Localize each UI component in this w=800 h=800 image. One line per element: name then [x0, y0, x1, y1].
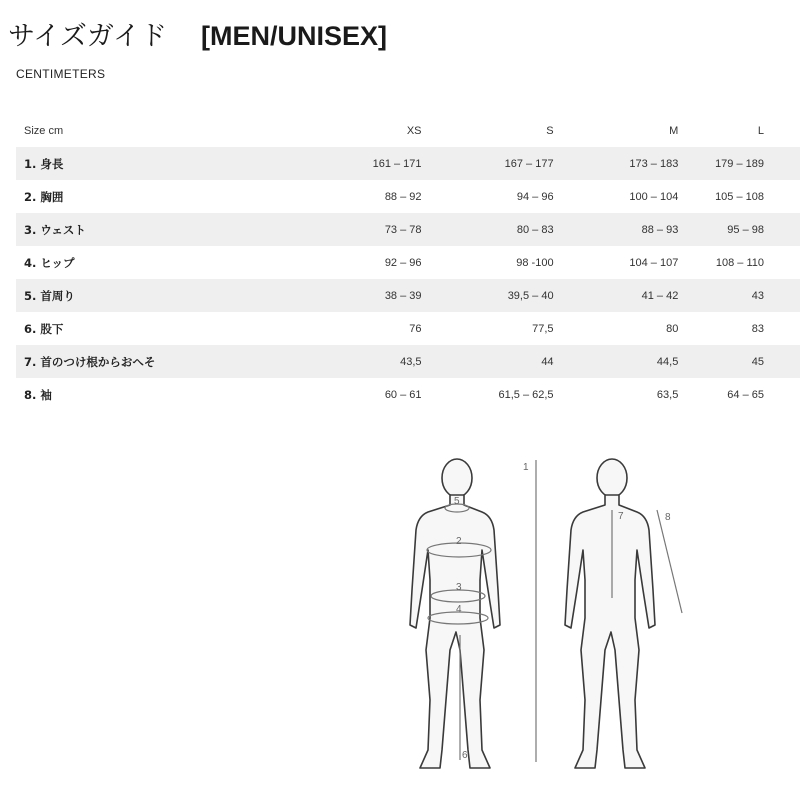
cell-s: 94 – 96	[516, 190, 554, 203]
measure-label-8: 8	[665, 512, 671, 523]
cell-xs: 76	[409, 322, 422, 335]
page-subtitle: [MEN/UNISEX]	[201, 21, 388, 51]
row-label: 4. ヒップ	[24, 255, 75, 270]
cell-s: 61,5 – 62,5	[498, 388, 554, 401]
measure-label-5: 5	[454, 496, 460, 507]
header-s: S	[546, 124, 554, 137]
cell-xs: 38 – 39	[286, 279, 421, 312]
cell-m: 63,5	[656, 388, 679, 401]
row-label: 6. 股下	[24, 321, 64, 336]
table-row	[16, 312, 800, 345]
measure-label-4: 4	[456, 604, 462, 615]
header-size: Size cm	[24, 124, 64, 137]
measure-label-6: 6	[462, 750, 468, 761]
cell-xs: 161 – 171	[286, 147, 421, 180]
row-label: 8. 袖	[24, 387, 52, 402]
cell-m: 173 – 183	[554, 147, 679, 180]
cell-xs: 92 – 96	[384, 256, 422, 269]
cell-m: 44,5	[554, 345, 679, 378]
row-label: 3. ウェスト	[16, 213, 286, 246]
measure-label-2: 2	[456, 536, 462, 547]
measure-label-7: 7	[618, 511, 624, 522]
measure-label-1: 1	[523, 462, 529, 473]
cell-s: 167 – 177	[422, 147, 554, 180]
cell-s: 44	[422, 345, 554, 378]
table-header-row	[16, 114, 800, 147]
cell-xs: 60 – 61	[384, 388, 422, 401]
cell-l: 108 – 110	[715, 256, 764, 269]
measure-label-3: 3	[456, 582, 462, 593]
sleeve-measure-line	[657, 510, 682, 613]
header-l: L	[757, 124, 764, 137]
cell-l: 83	[751, 322, 764, 335]
cell-l: 43	[678, 279, 800, 312]
cell-m: 104 – 107	[629, 256, 679, 269]
cell-l: 179 – 189	[678, 147, 800, 180]
size-table	[16, 114, 800, 411]
row-label: 2. 胸囲	[24, 189, 64, 204]
cell-l: 95 – 98	[678, 213, 800, 246]
table-row	[16, 246, 800, 279]
title-text: サイズガイド	[8, 21, 168, 52]
table-row	[16, 147, 800, 180]
cell-xs: 88 – 92	[384, 190, 422, 203]
table-row	[16, 279, 800, 312]
cell-s: 80 – 83	[422, 213, 554, 246]
cell-s: 77,5	[532, 322, 554, 335]
cell-m: 88 – 93	[554, 213, 679, 246]
cell-m: 100 – 104	[629, 190, 679, 203]
row-label: 1. 身長	[16, 147, 286, 180]
cell-l: 64 – 65	[727, 388, 764, 401]
measurement-figure	[400, 450, 700, 790]
row-label: 7. 首のつけ根からおへそ	[16, 345, 286, 378]
header-m: M	[669, 124, 679, 137]
cell-xs: 73 – 78	[286, 213, 421, 246]
cell-m: 41 – 42	[554, 279, 679, 312]
cell-l: 45	[678, 345, 800, 378]
unit-label: CENTIMETERS	[16, 67, 106, 81]
table-row	[16, 345, 800, 378]
table-row	[16, 213, 800, 246]
table-row	[16, 378, 800, 411]
header-xs: XS	[406, 124, 422, 137]
cell-l: 105 – 108	[715, 190, 764, 203]
cell-m: 80	[666, 322, 679, 335]
table-row	[16, 180, 800, 213]
row-label: 5. 首周り	[16, 279, 286, 312]
page-title	[8, 14, 387, 53]
back-body-figure	[565, 459, 655, 768]
cell-s: 39,5 – 40	[422, 279, 554, 312]
cell-xs: 43,5	[286, 345, 421, 378]
cell-s: 98 -100	[516, 256, 554, 269]
